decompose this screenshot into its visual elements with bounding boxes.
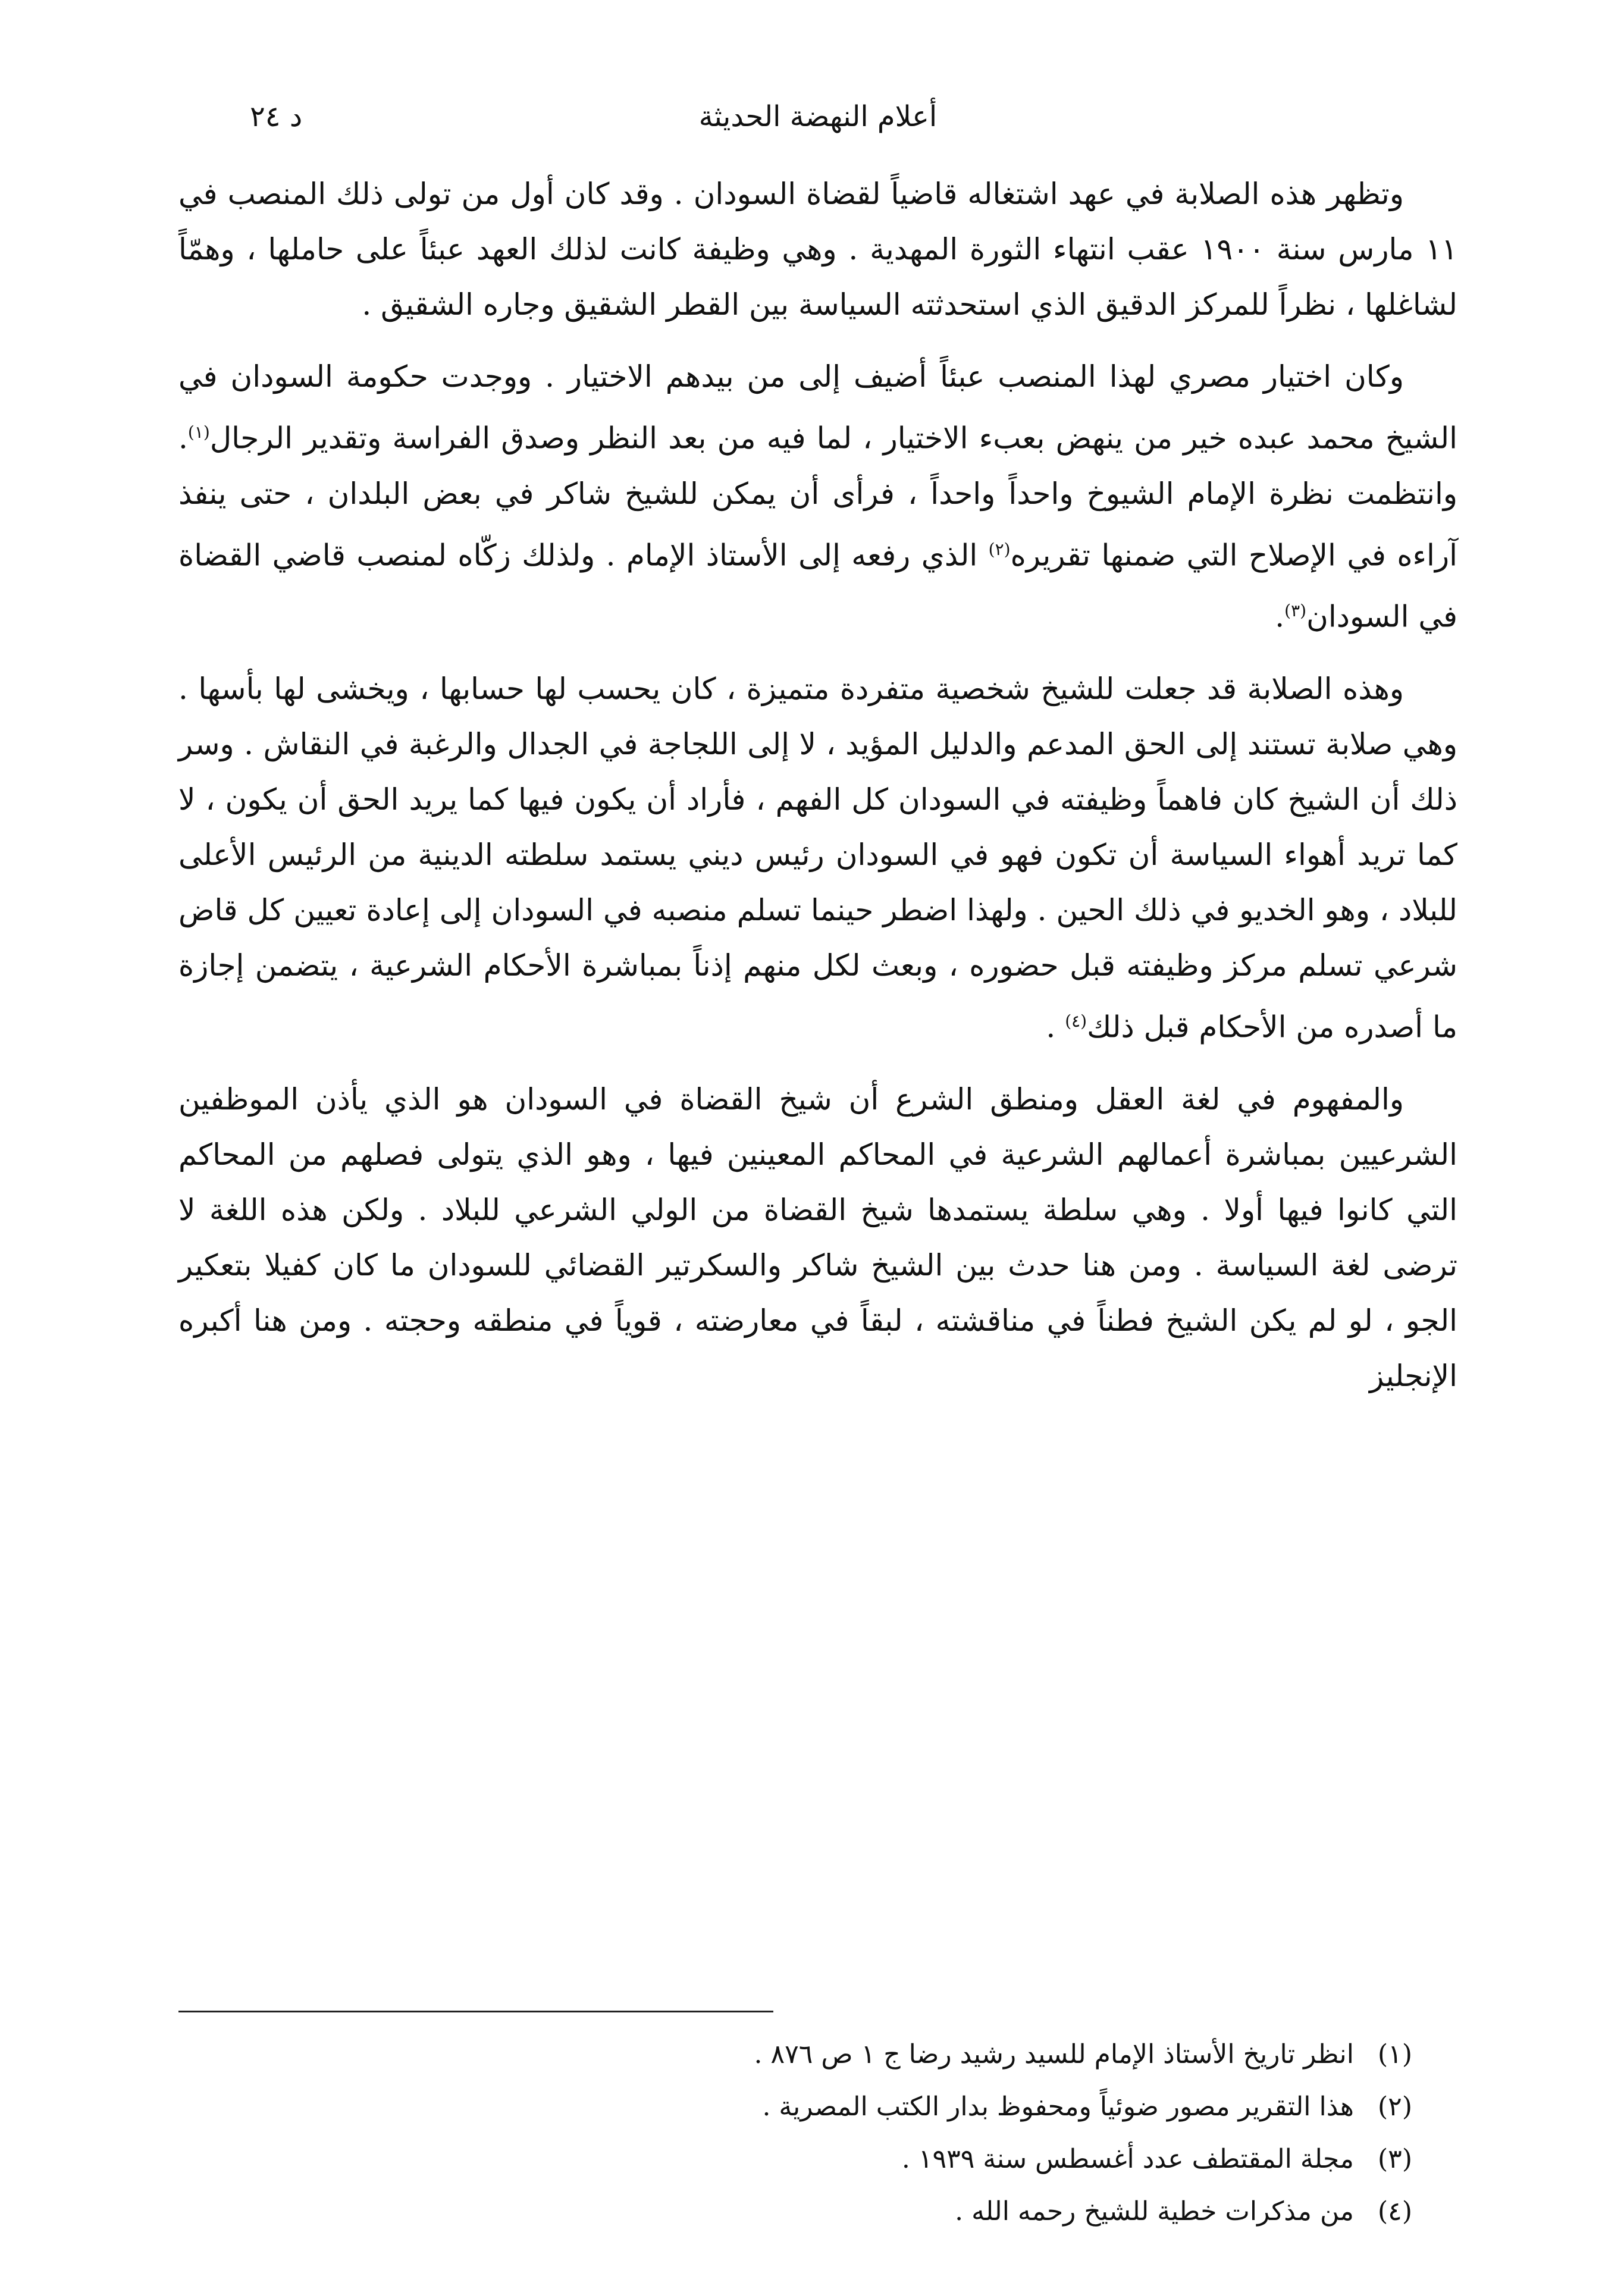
paragraph-text: . [1046, 1009, 1065, 1045]
footnote-ref-3: (٣) [1284, 601, 1307, 621]
footnote-text: مجلة المقتطف عدد أغسطس سنة ١٩٣٩ . [901, 2144, 1354, 2174]
paragraph-4 [178, 1072, 1457, 1404]
footnote-text: انظر تاريخ الأستاذ الإمام للسيد رشيد رضا ج ١ ص ٨٧٦ . [754, 2039, 1354, 2070]
paragraph-1 [178, 167, 1457, 333]
main-text [178, 167, 1457, 1421]
footnote-number: (١) [1378, 2039, 1412, 2070]
footnote-ref-4: (٤) [1065, 1011, 1087, 1031]
paragraph-text: والمفهوم في لغة العقل ومنطق الشرع أن شيخ القضاة في السودان هو الذي يأذن الموظفين الشرعيين بمباشرة أعمالهم الشرعية في المحاكم المعينين فيها ، وهو الذي يتولى فصلهم من المحاكم التي كانوا فيها أولا . وهي سلطة يستمدها شيخ القضاة من الولي الشرعي للبلاد . ولكن هذه اللغة لا ترضى لغة السياسة . ومن هنا حدث بين الشيخ شاكر والسكرتير القضائي للسودان ما كان كفيلا بتعكير الجو ، لو لم يكن الشيخ فطناً في مناقشته ، لبقاً في معارضته ، قوياً في منطقه وحجته . ومن هنا أكبره الإنجليز [178, 1081, 1457, 1393]
footnote-ref-2: (٢) [988, 539, 1011, 559]
footnote-number: (٤) [1378, 2196, 1412, 2227]
footnote-number: (٢) [1378, 2092, 1412, 2122]
running-title: أعلام النهضة الحديثة [698, 100, 938, 133]
paragraph-text: وكان اختيار مصري لهذا المنصب عبئاً أضيف إلى من بيدهم الاختيار . ووجدت حكومة السودان في الشيخ محمد عبده خير من ينهض بعبء الاختيار ، لما فيه من بعد النظر وصدق الفراسة وتقدير الرجال [178, 359, 1457, 456]
footnote-ref-1: (١) [187, 422, 210, 442]
footnote-item [178, 2028, 1457, 2081]
footnote-text: هذا التقرير مصور ضوئياً ومحفوظ بدار الكتب المصرية . [762, 2092, 1354, 2122]
footnotes [178, 2028, 1457, 2238]
paragraph-text: وهذه الصلابة قد جعلت للشيخ شخصية متفردة متميزة ، كان يحسب لها حسابها ، ويخشى لها بأسها . وهي صلابة تستند إلى الحق المدعم والدليل المؤيد ، لا إلى اللجاجة في الجدال والرغبة في النقاش . وسر ذلك أن الشيخ كان فاهماً وظيفته في السودان كل الفهم ، فأراد أن يكون فيها كما يريد الحق أن يكون ، لا كما تريد أهواء السياسة أن تكون فهو في السودان رئيس ديني يستمد سلطته الدينية من الرئيس الأعلى للبلاد ، وهو الخديو في ذلك الحين . ولهذا اضطر حينما تسلم منصبه في السودان إلى إعادة تعيين كل قاض شرعي تسلم مركز وظيفته قبل حضوره ، وبعث لكل منهم إذناً بمباشرة الأحكام الشرعية ، يتضمن إجازة ما أصدره من الأحكام قبل ذلك [178, 671, 1457, 1045]
paragraph-text: . [1275, 599, 1285, 634]
footnote-number: (٣) [1378, 2144, 1412, 2174]
footnote-item [178, 2186, 1457, 2238]
paragraph-text: الذي رفعه إلى الأستاذ الإمام . ولذلك زكّاه لمنصب قاضي القضاة في السودان [178, 538, 1457, 634]
footnote-item [178, 2133, 1457, 2186]
book-page [178, 71, 1457, 2225]
paragraph-2 [178, 349, 1457, 645]
page-number: د ٢٤ [250, 100, 303, 133]
footnote-divider [178, 2011, 773, 2012]
paragraph-text: . وانتظمت نظرة الإمام الشيوخ واحداً واحداً ، فرأى أن يمكن للشيخ شاكر في بعض البلدان ، حتى ينفذ آراءه في الإصلاح التي ضمنها تقريره [178, 421, 1457, 573]
paragraph-3 [178, 661, 1457, 1055]
footnote-text: من مذكرات خطية للشيخ رحمه الله . [955, 2196, 1354, 2227]
paragraph-text: وتظهر هذه الصلابة في عهد اشتغاله قاضياً لقضاة السودان . وقد كان أول من تولى ذلك المنصب في ١١ مارس سنة ١٩٠٠ عقب انتهاء الثورة المهدية . وهي وظيفة كانت لذلك العهد عبئاً على حاملها ، وهمّاً لشاغلها ، نظراً للمركز الدقيق الذي استحدثته السياسة بين القطر الشقيق وجاره الشقيق . [178, 177, 1457, 322]
running-header [178, 89, 1457, 155]
footnote-item [178, 2081, 1457, 2133]
